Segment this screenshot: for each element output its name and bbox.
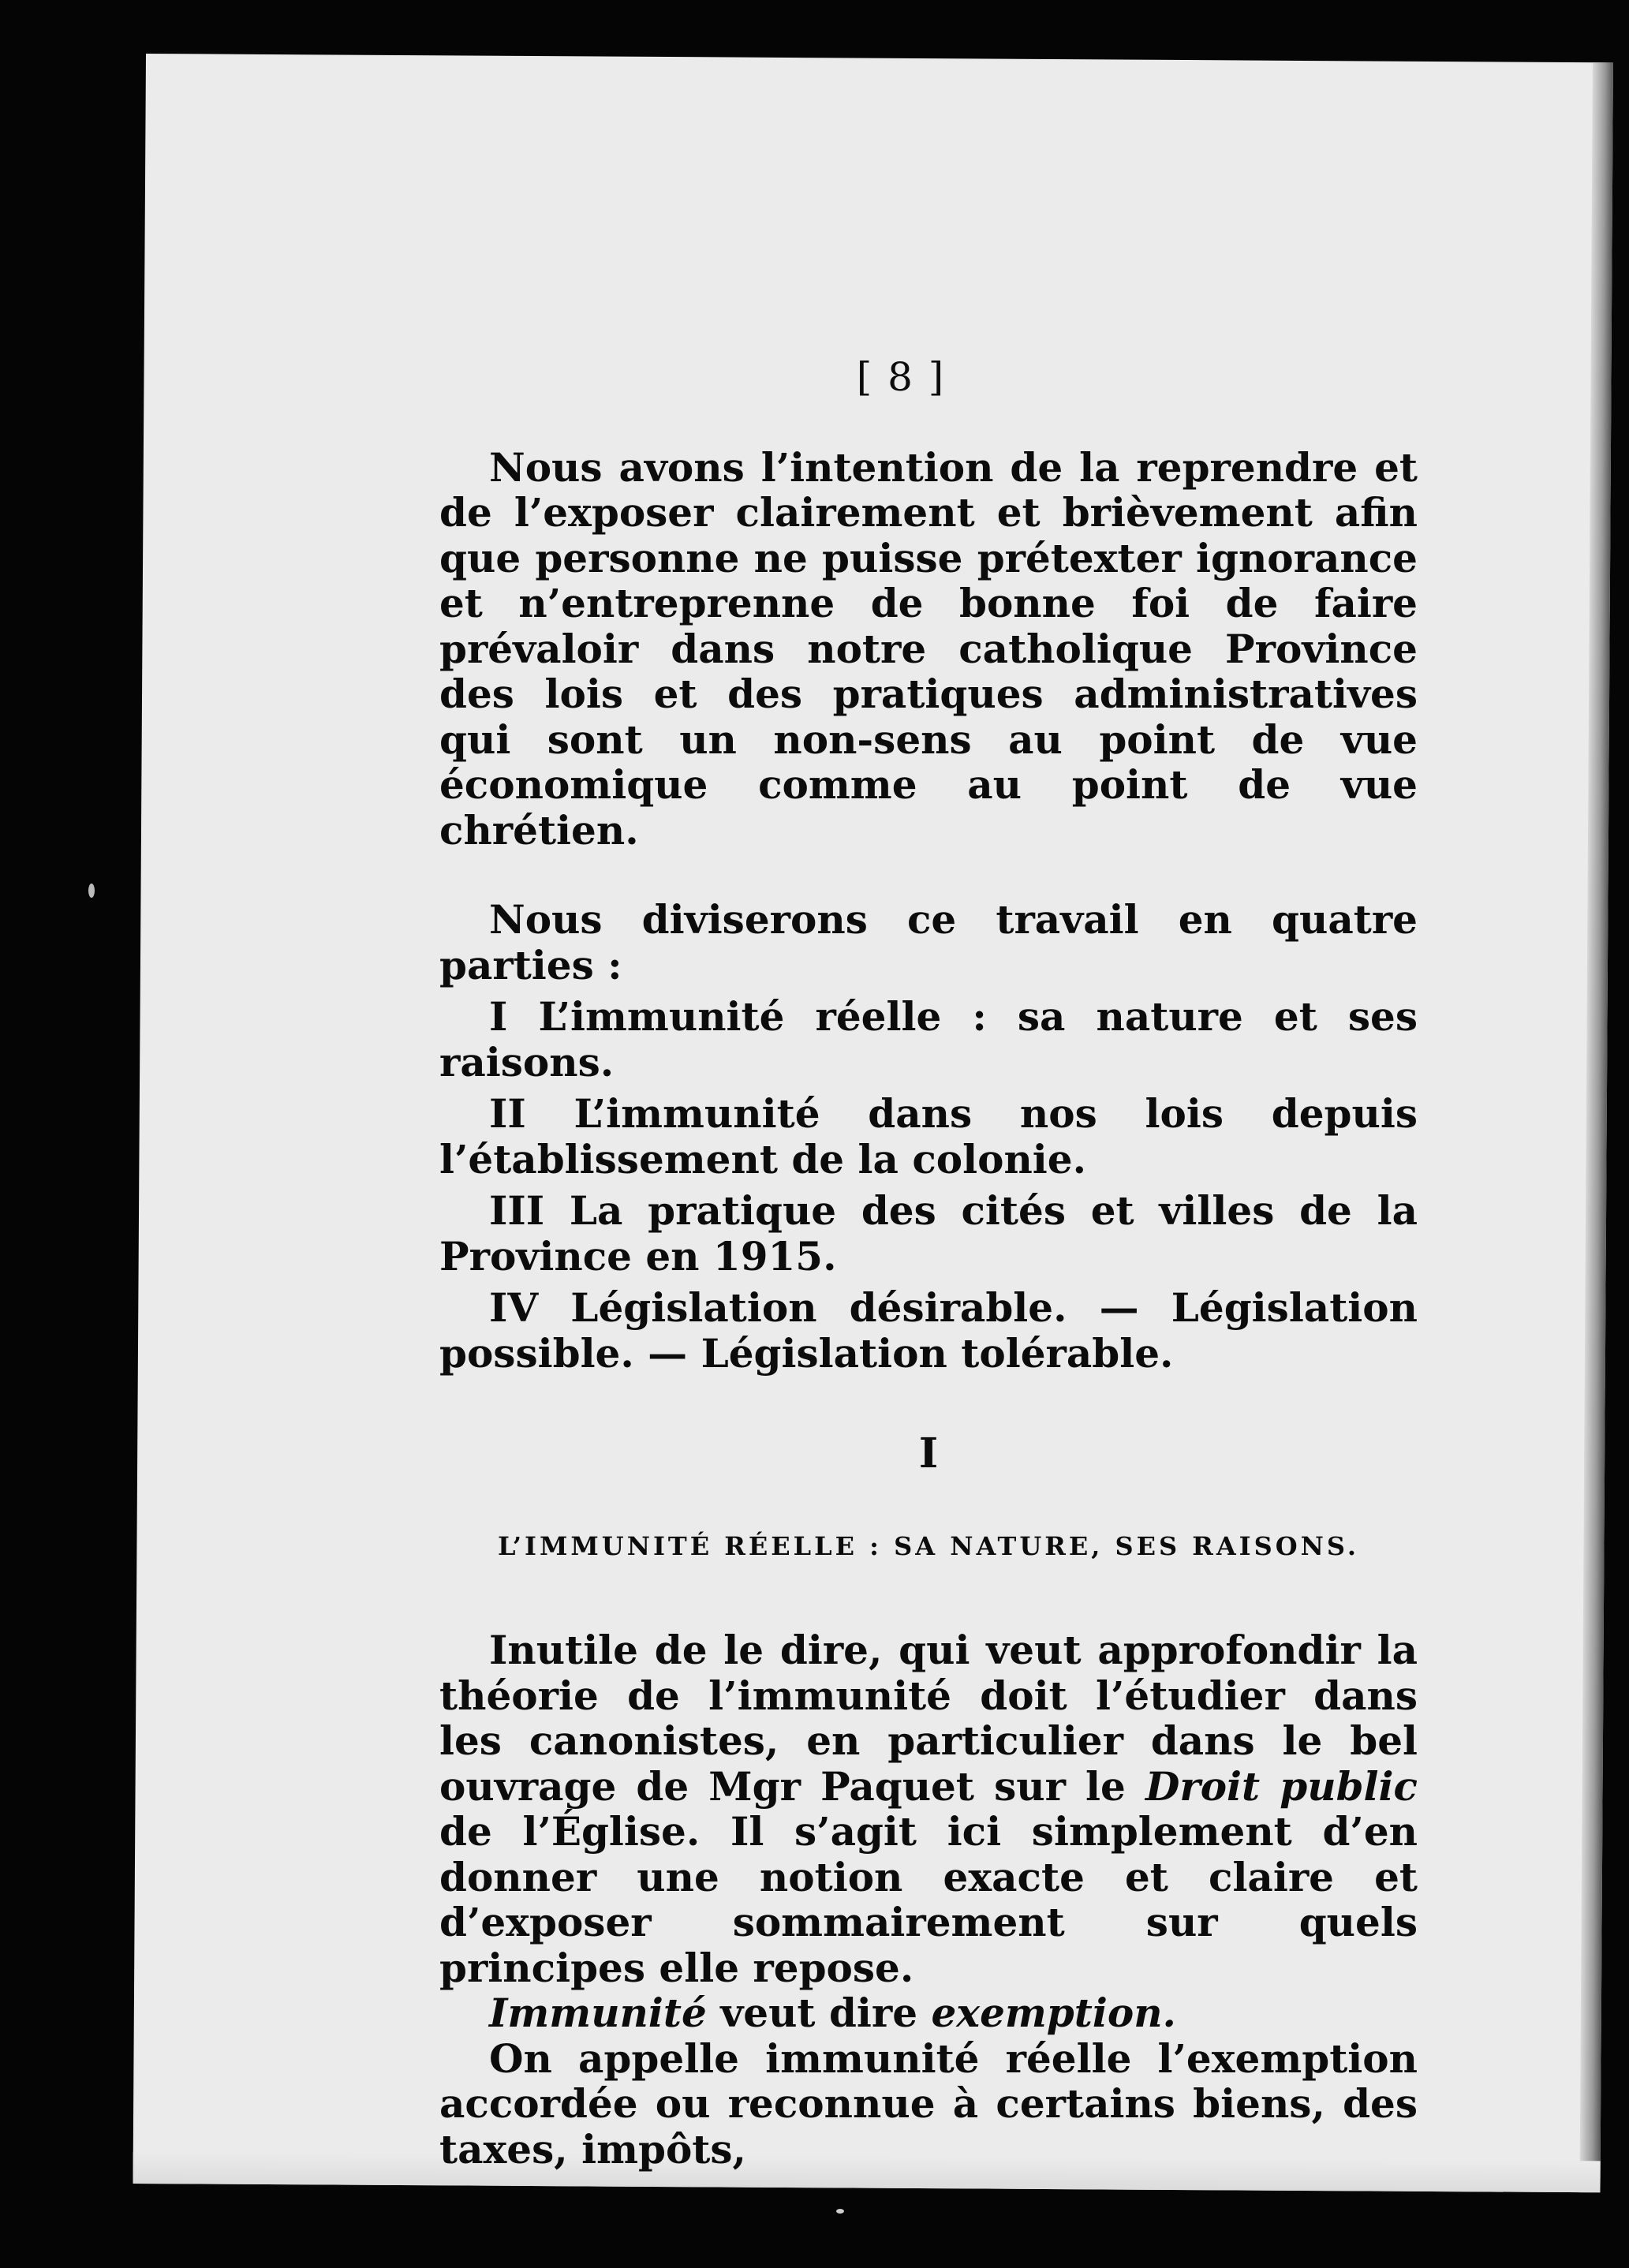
body-paragraph-1-text: Inutile de le dire, qui veut approfondir la théorie de l’immunité doit l’étudier dans les canonistes, en particulier dans le bel ouvrage de Mgr Paquet sur le [439,1627,1418,1810]
scan-speck [88,884,95,898]
droit-public-italic: Droit public [1145,1762,1418,1810]
outline-item-4: IV Législation désirable. — Législation possible. — Législation tolérable. [439,1284,1418,1377]
intro-paragraph: Nous avons l’intention de la reprendre et de l’exposer clairement et brièvement afin que personne ne puisse prétexter ignorance et n’entreprenne de bonne foi de faire prévaloir dans notre catholique Province des lois et des pratiques administratives qui sont un non-sens au point de vue économique comme au point de vue chrétien. [439,443,1418,854]
document-text [439,355,1418,2172]
scan-speck [836,2209,844,2214]
outline-item-3: III La pratique des cités et villes de la Province en 1915. [439,1187,1418,1280]
body-paragraph-1 [439,1627,1418,1990]
paragraph-gap [439,853,1418,897]
page-edge-shadow [1579,62,1612,2192]
immunite-italic: Immunité [489,1990,707,2036]
body-paragraph-2: On appelle immunité réelle l’exemption accordée ou reconnue à certains biens, des taxes, impôts, [439,2034,1418,2173]
outline-item-1: I L’immunité réelle : sa nature et ses raisons. [439,993,1418,1085]
section-numeral: I [918,1429,939,1478]
definition-middle: veut dire [706,1990,932,2036]
body-paragraph-1-rest: de l’Église. Il s’agit ici simplement d’en donner une notion exacte et claire et d’exposer sommairement sur quels principes elle repose. [439,1808,1418,1991]
exemption-italic: exemption. [931,1990,1176,2036]
definition-line [439,1990,1418,2036]
page-number: [ 8 ] [856,354,946,400]
outline-item-2: II L’immunité dans nos lois depuis l’établissement de la colonie. [439,1090,1418,1183]
section-title: L’IMMUNITÉ RÉELLE : SA NATURE, SES RAISONS. [498,1530,1359,1561]
division-intro: Nous diviserons ce travail en quatre parties : [439,896,1418,988]
